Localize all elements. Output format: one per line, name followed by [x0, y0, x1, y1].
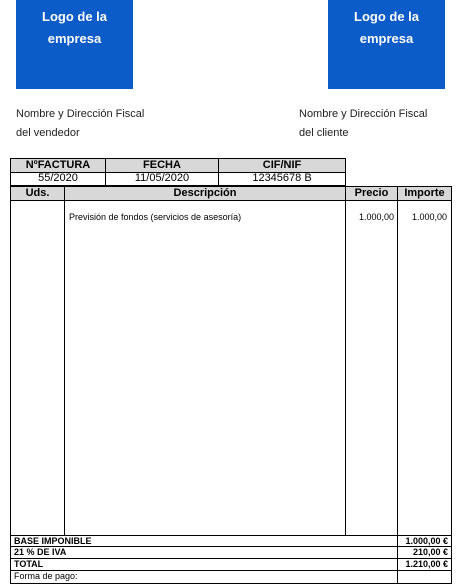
seller-address-line-2: del vendedor [16, 127, 80, 139]
items-line [10, 200, 452, 201]
base-value: 1.000,00 € [405, 536, 448, 546]
seller-address-line-1: Nombre y Dirección Fiscal [16, 108, 145, 120]
items-vline [345, 186, 346, 535]
item-amount: 1.000,00 [411, 212, 447, 222]
totals-line [10, 583, 452, 584]
seller-logo-line-1: Logo de la [42, 9, 107, 24]
invoice-date-label: FECHA [143, 159, 181, 171]
tax-id: 12345678 B [252, 172, 312, 184]
item-description: Previsión de fondos (servicios de asesoría) [69, 212, 242, 222]
items-vline [10, 186, 11, 535]
payment-method-label: Forma de pago: [14, 571, 78, 581]
client-logo-line-1: Logo de la [354, 9, 419, 24]
iva-value: 210,00 € [412, 547, 448, 557]
tax-id-label: CIF/NIF [262, 159, 302, 171]
client-address-line-1: Nombre y Dirección Fiscal [299, 108, 428, 120]
seller-logo-placeholder [16, 0, 133, 89]
totals-vline [10, 535, 11, 584]
client-address [299, 105, 427, 143]
base-label: BASE IMPONIBLE [14, 536, 92, 546]
seller-address [16, 105, 144, 143]
col-units-header: Uds. [25, 187, 50, 199]
item-price: 1.000,00 [358, 212, 394, 222]
total-value: 1.210,00 € [405, 559, 448, 569]
client-logo-line-2: empresa [359, 31, 414, 46]
invoice-number: 55/2020 [38, 172, 78, 184]
total-label: TOTAL [14, 559, 44, 569]
client-logo-placeholder [328, 0, 445, 89]
items-vline [397, 186, 398, 584]
col-amount-header: Importe [404, 187, 445, 199]
invoice-date: 11/05/2020 [134, 172, 190, 184]
col-price-header: Precio [354, 187, 389, 199]
client-address-line-2: del cliente [299, 127, 349, 139]
items-vline [451, 186, 452, 584]
iva-label: 21 % DE IVA [14, 547, 67, 557]
col-description-header: Descripción [173, 187, 237, 199]
items-vline [64, 186, 65, 535]
header-vline [345, 158, 346, 186]
invoice-number-label: NºFACTURA [25, 159, 91, 171]
seller-logo-line-2: empresa [47, 31, 102, 46]
